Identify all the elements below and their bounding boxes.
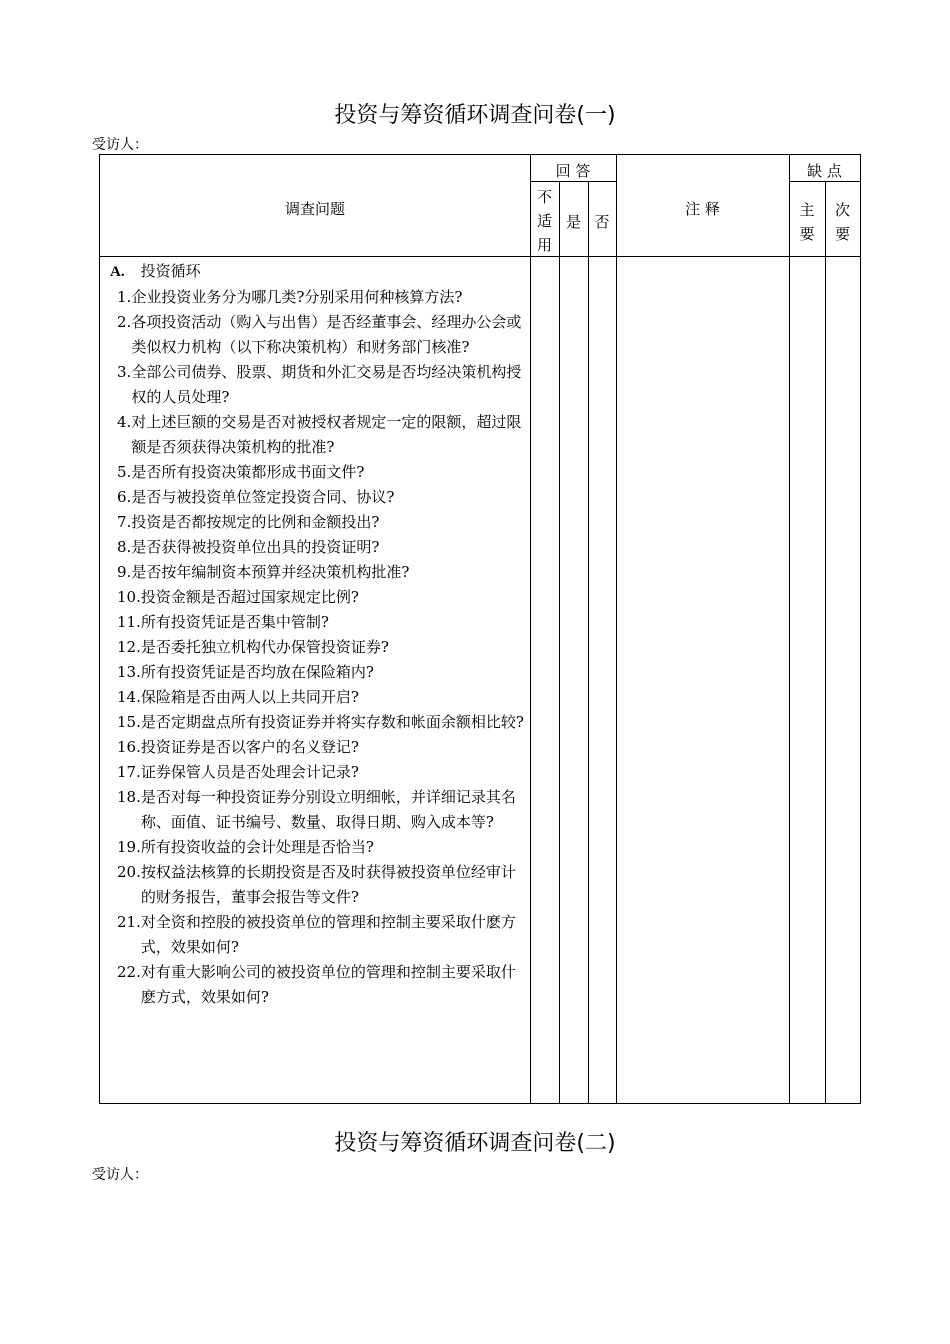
question-number: 6. [117, 488, 132, 506]
header-no: 否 [594, 213, 610, 231]
divider [616, 155, 617, 1103]
divider [825, 181, 826, 1103]
question-item [100, 635, 530, 660]
interviewee-label-2: 受访人： [92, 1167, 148, 1183]
question-list [100, 259, 530, 1010]
question-item [100, 910, 530, 960]
question-number: 22. [117, 963, 141, 981]
question-item [100, 710, 530, 735]
question-item [100, 735, 530, 760]
divider [100, 256, 860, 257]
page-title: 投资与筹资循环调查问卷(一) [334, 103, 616, 128]
question-item [100, 360, 530, 410]
question-number: 2. [117, 313, 132, 331]
divider [789, 155, 790, 1103]
question-number: 15. [117, 713, 141, 731]
question-text: 是否按年编制资本预算并经决策机构批准? [131, 563, 410, 581]
question-item [100, 285, 530, 310]
question-number: 16. [117, 738, 141, 756]
question-item [100, 960, 530, 1010]
question-item [100, 560, 530, 585]
question-text: 投资金额是否超过国家规定比例? [140, 588, 359, 606]
question-number: 17. [117, 763, 141, 781]
question-item [100, 760, 530, 785]
header-major: 主 要 [799, 201, 815, 243]
question-text: 保险箱是否由两人以上共同开启? [140, 688, 359, 706]
question-item [100, 310, 530, 360]
header-question: 调查问题 [284, 200, 345, 218]
divider [530, 181, 616, 182]
question-text: 是否与被投资单位签定投资合同、协议? [131, 488, 395, 506]
question-text: 投资证券是否以客户的名义登记? [140, 738, 359, 756]
survey-table [99, 154, 861, 1104]
section-heading [100, 259, 530, 285]
question-item [100, 610, 530, 635]
question-text: 是否获得被投资单位出具的投资证明? [131, 538, 380, 556]
header-notes: 注 释 [685, 200, 720, 218]
question-item [100, 660, 530, 685]
question-item [100, 460, 530, 485]
question-text: 企业投资业务分为哪几类?分别采用何种核算方法? [131, 288, 463, 306]
question-text: 对有重大影响公司的被投资单位的管理和控制主要采取什麽方式，效果如何? [140, 963, 516, 1006]
question-item [100, 585, 530, 610]
header-answer: 回 答 [555, 162, 591, 180]
question-number: 14. [117, 688, 141, 706]
divider [789, 181, 860, 182]
question-number: 13. [117, 663, 141, 681]
question-text: 所有投资收益的会计处理是否恰当? [140, 838, 374, 856]
question-text: 对上述巨额的交易是否对被授权者规定一定的限额，超过限额是否须获得决策机构的批准? [131, 413, 522, 456]
question-number: 8. [117, 538, 132, 556]
question-item [100, 510, 530, 535]
question-text: 证券保管人员是否处理会计记录? [140, 763, 359, 781]
question-text: 是否委托独立机构代办保管投资证券? [140, 638, 389, 656]
question-item [100, 485, 530, 510]
question-text: 所有投资凭证是否集中管制? [140, 613, 329, 631]
question-item [100, 410, 530, 460]
question-number: 9. [117, 563, 132, 581]
section-name: 投资循环 [140, 262, 201, 280]
divider [588, 181, 589, 1103]
question-item [100, 785, 530, 835]
question-number: 20. [117, 863, 141, 881]
interviewee-label: 受访人： [92, 137, 148, 153]
question-item [100, 535, 530, 560]
question-number: 5. [117, 463, 132, 481]
question-text: 按权益法核算的长期投资是否及时获得被投资单位经审计的财务报告，董事会报告等文件? [140, 863, 516, 906]
divider [530, 155, 531, 1103]
question-number: 19. [117, 838, 141, 856]
question-text: 所有投资凭证是否均放在保险箱内? [140, 663, 374, 681]
question-number: 7. [117, 513, 132, 531]
question-text: 各项投资活动（购入与出售）是否经董事会、经理办公会或类似权力机构（以下称决策机构）和财务部门核准? [131, 313, 522, 356]
question-item [100, 685, 530, 710]
question-text: 对全资和控股的被投资单位的管理和控制主要采取什麽方式，效果如何? [140, 913, 516, 956]
question-number: 12. [117, 638, 141, 656]
section-label: A. [110, 264, 125, 280]
page-title-2: 投资与筹资循环调查问卷(二) [334, 1131, 616, 1156]
question-number: 1. [117, 288, 132, 306]
header-defect: 缺 点 [807, 162, 842, 180]
question-number: 4. [117, 413, 132, 431]
question-text: 投资是否都按规定的比例和金额投出? [131, 513, 380, 531]
question-text: 全部公司债券、股票、期货和外汇交易是否均经决策机构授权的人员处理? [131, 363, 522, 406]
question-item [100, 835, 530, 860]
header-minor: 次 要 [834, 201, 850, 243]
question-text: 是否定期盘点所有投资证券并将实存数和帐面余额相比较? [140, 713, 524, 731]
question-number: 10. [117, 588, 141, 606]
question-number: 18. [117, 788, 141, 806]
header-not-applicable: 不 适 用 [536, 188, 552, 254]
header-yes: 是 [565, 213, 581, 231]
question-text: 是否所有投资决策都形成书面文件? [131, 463, 365, 481]
question-number: 11. [117, 613, 141, 631]
question-number: 3. [117, 363, 132, 381]
question-item [100, 860, 530, 910]
question-number: 21. [117, 913, 141, 931]
question-text: 是否对每一种投资证券分别设立明细帐，并详细记录其名称、面值、证书编号、数量、取得日期、购入成本等? [140, 788, 516, 831]
divider [559, 181, 560, 1103]
